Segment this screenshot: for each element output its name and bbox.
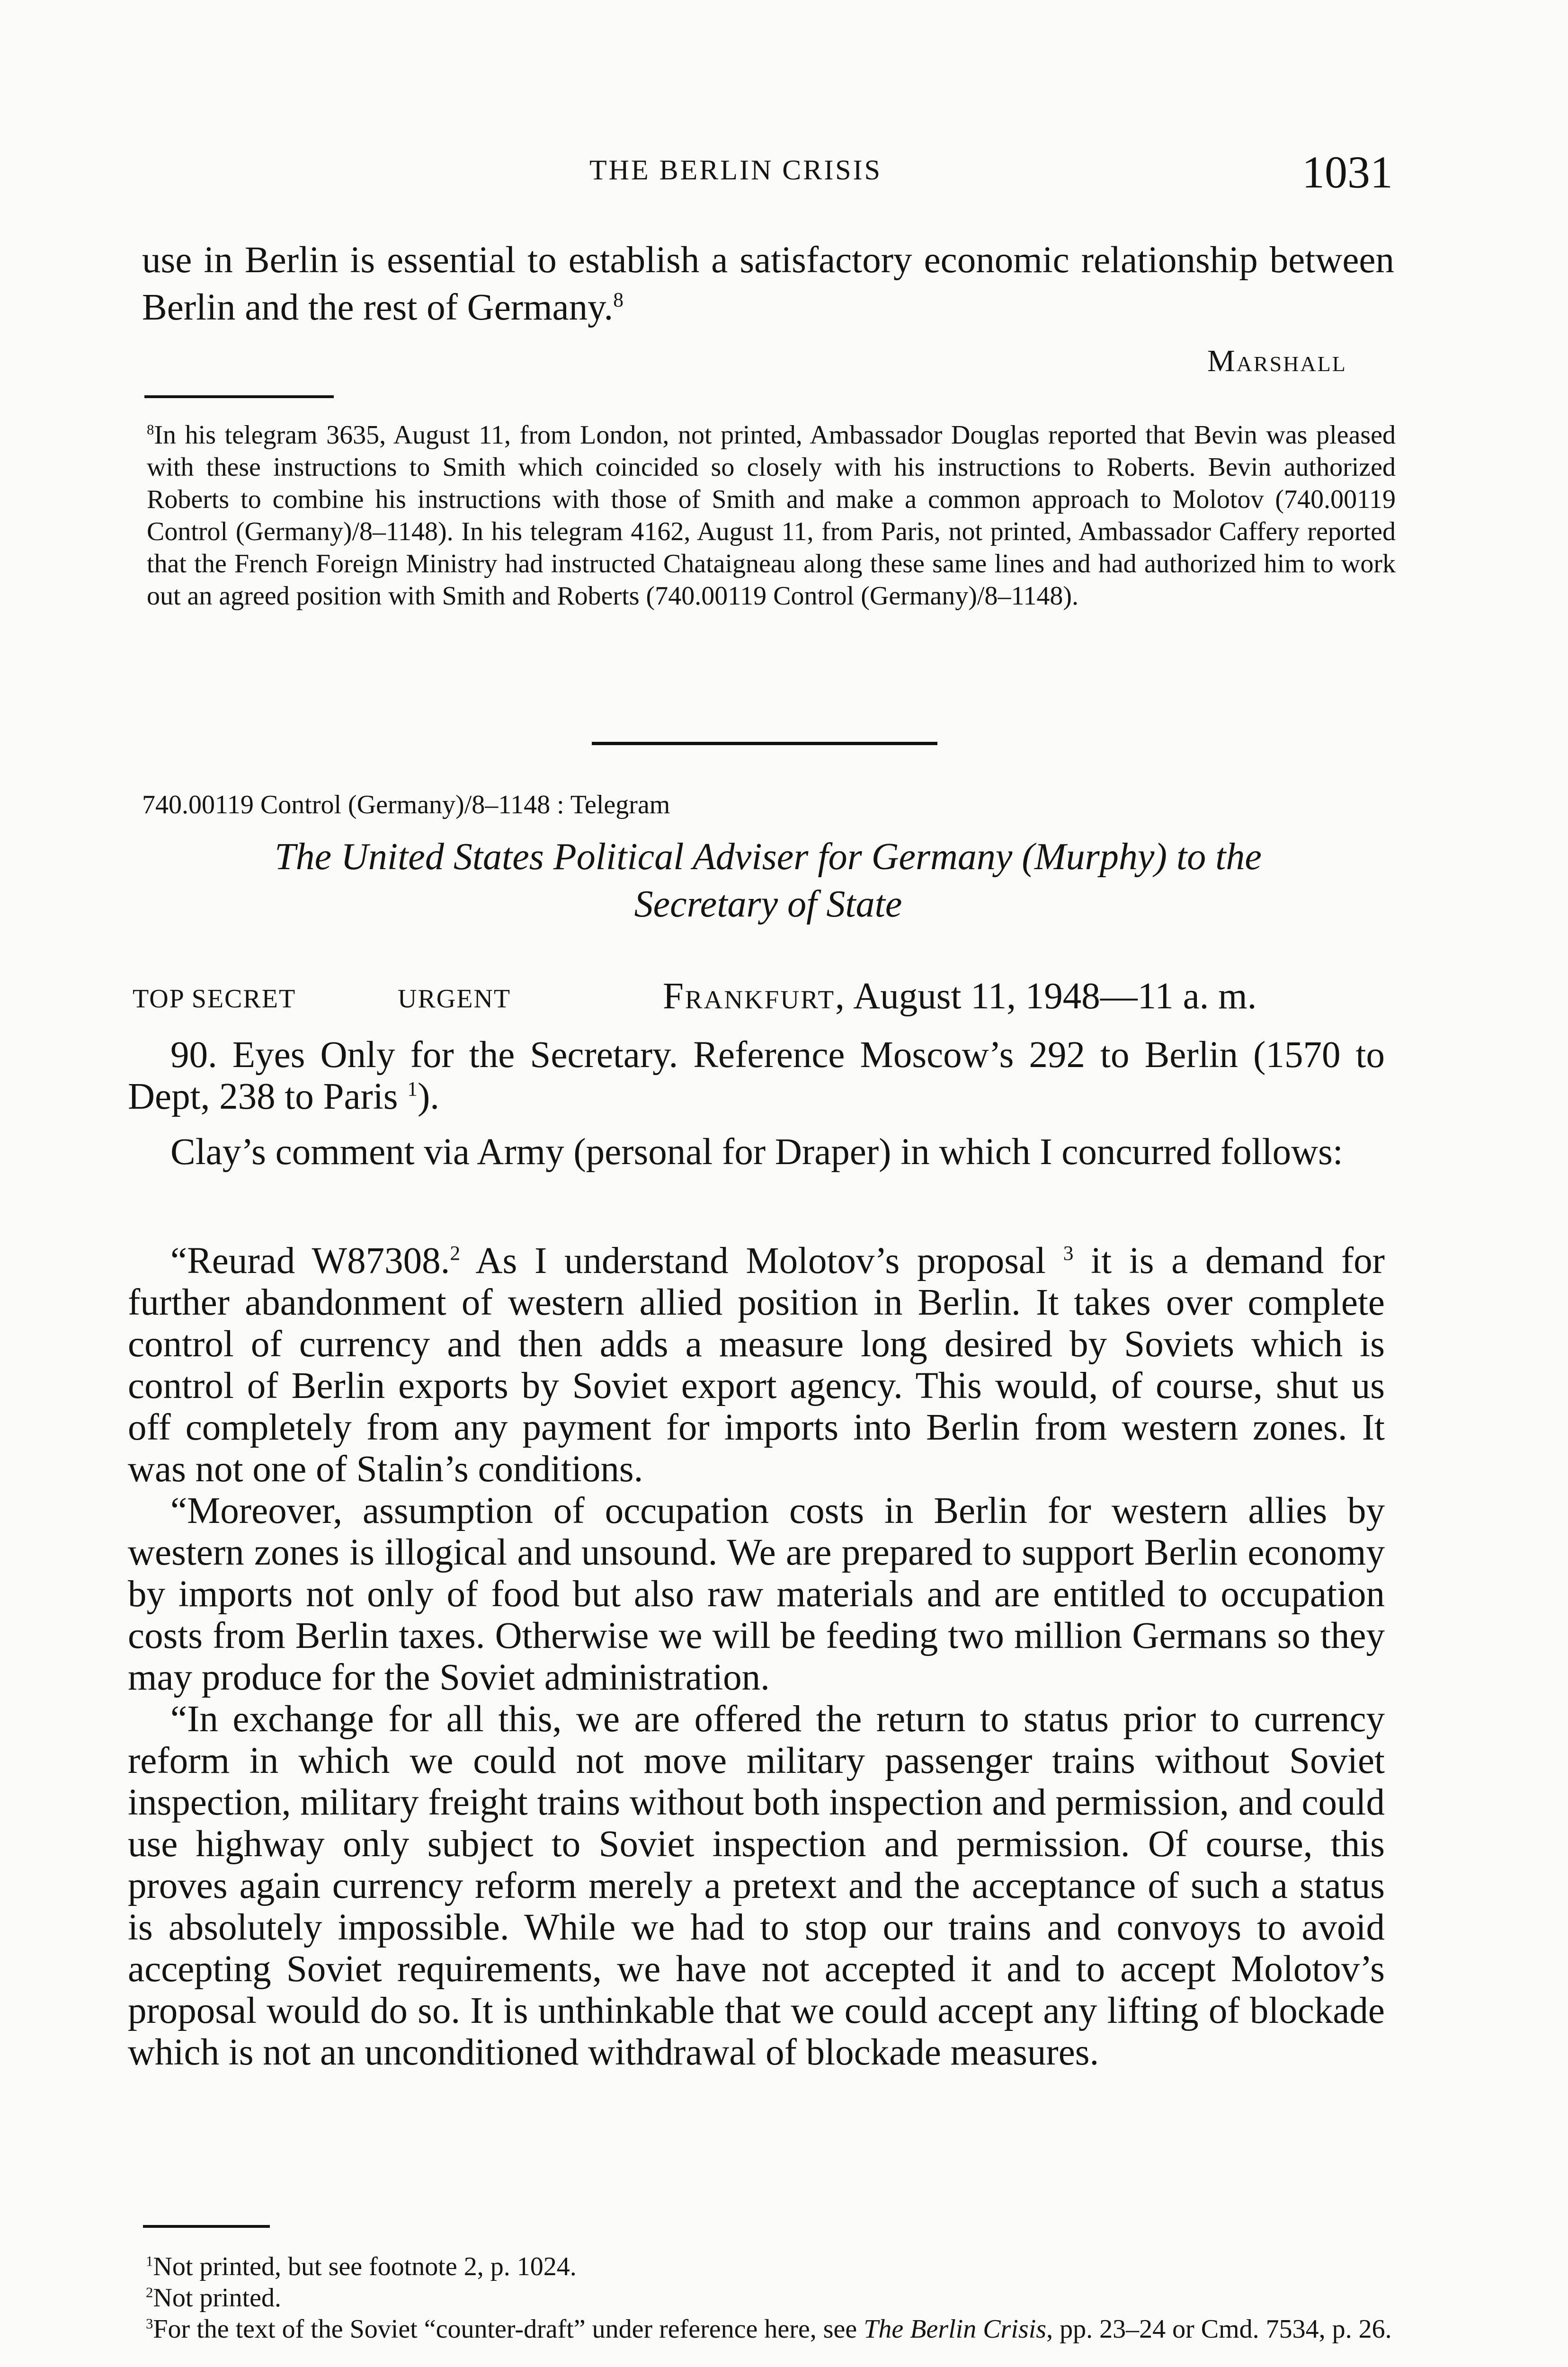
footnote-3 (123, 2314, 1397, 2345)
dateline (663, 975, 1256, 1018)
place: Frankfurt, (663, 976, 846, 1017)
date-time: August 11, 1948—11 a. m. (846, 976, 1257, 1017)
quoted-message (128, 1240, 1385, 2073)
classification-urgent: URGENT (398, 984, 511, 1014)
para1-end: ). (417, 1076, 440, 1117)
para2-text: Clay’s comment via Army (personal for Draper) in which I concurred follows: (170, 1131, 1343, 1173)
footnote-1-marker: 1 (146, 2253, 153, 2269)
footnote-ref-8: 8 (613, 288, 624, 311)
footnote-rule-bottom (143, 2225, 270, 2228)
footnote-8-text: In his telegram 3635, August 11, from London, not printed, Ambassador Douglas reported that Bevin was pleased with these instructions to Smith which coincided so closely with his instructions to Roberts. Bevin authorized Roberts to combine his instructions with those of Smith and make a common approach to Molotov (740.00119 Control (Germany)/8–1148). In his telegram 4162, August 11, from Paris, not printed, Ambassador Caffery reported that the French Foreign Ministry had instructed Chataigneau along these same lines and had authorized him to work out an agreed position with Smith and Roberts (740.00119 Control (Germany)/8–1148). (147, 420, 1396, 611)
footnote-ref-1: 1 (407, 1077, 418, 1101)
page-number: 1031 (1302, 147, 1393, 197)
footnote-8-marker: 8 (147, 421, 154, 438)
footnote-2-marker: 2 (146, 2284, 153, 2301)
footnote-1-text: Not printed, but see footnote 2, p. 1024. (153, 2252, 577, 2281)
document-title (137, 833, 1399, 928)
quote-paragraph-1 (128, 1240, 1385, 1490)
paragraph-clay-comment (128, 1131, 1385, 1173)
quote1-middle: As I understand Molotov’s proposal (460, 1240, 1063, 1281)
footnote-3-source-title: The Berlin Crisis (864, 2314, 1047, 2344)
quote1-rest: it is a demand for further abandonment of western allied position in Berlin. It takes over complete control of currency and then adds a measure long desired by Soviets which is control of Berlin exports by Soviet export agency. This would, of course, shut us off completely from any payment for imports into Berlin from western zones. It was not one of Stalin’s conditions. (128, 1240, 1385, 1490)
continuation-paragraph (142, 237, 1394, 331)
footnote-2 (123, 2282, 1397, 2314)
footnote-2-text: Not printed. (153, 2283, 282, 2313)
signature: Marshall (1207, 344, 1347, 378)
footnote-ref-3: 3 (1063, 1242, 1074, 1265)
section-separator (592, 742, 937, 745)
quote-paragraph-3: “In exchange for all this, we are offered the return to status prior to currency reform in which we could not move military passenger trains without Soviet inspection, military freight trains without both inspection and permission, and could use highway only subject to Soviet inspection and permission. Of course, this proves again currency reform merely a pretext and the acceptance of such a status is absolutely impossible. While we had to stop our trains and convoys to avoid accepting Soviet requirements, we have not accepted it and to accept Molotov’s proposal would do so. It is unthinkable that we could accept any lifting of blockade which is not an unconditioned withdrawal of blockade measures. (128, 1699, 1385, 2073)
footnote-1 (123, 2251, 1397, 2282)
footnote-3-text: For the text of the Soviet “counter-draft” under reference here, see (153, 2314, 864, 2344)
file-reference: 740.00119 Control (Germany)/8–1148 : Telegram (142, 790, 670, 819)
para1-text: 90. Eyes Only for the Secretary. Reference Moscow’s 292 to Berlin (1570 to Dept, 238 to Paris (128, 1034, 1385, 1117)
footnote-3-rest: , pp. 23–24 or Cmd. 7534, p. 26. (1046, 2314, 1392, 2344)
footnote-3-marker: 3 (146, 2315, 153, 2332)
footnotes-bottom (123, 2251, 1397, 2345)
quote-paragraph-2: “Moreover, assumption of occupation costs in Berlin for western allies by western zones is illogical and unsound. We are prepared to support Berlin economy by imports not only of food but also raw materials and are entitled to occupation costs from Berlin taxes. Otherwise we will be feeding two million Germans so they may produce for the Soviet administration. (128, 1490, 1385, 1698)
continuation-text: use in Berlin is essential to establish a satisfactory economic relationship between Berlin and the rest of Germany. (142, 240, 1394, 328)
document-title-line-1: The United States Political Adviser for Germany (Murphy) to the (275, 836, 1262, 878)
footnote-ref-2: 2 (450, 1242, 461, 1265)
footnote-8 (147, 419, 1396, 612)
running-title: THE BERLIN CRISIS (589, 154, 882, 186)
footnote-rule-top (144, 395, 334, 398)
document-title-line-2: Secretary of State (634, 883, 902, 925)
quote1-start: “Reurad W87308. (170, 1240, 450, 1281)
paragraph-reference (128, 1034, 1385, 1118)
classification-top-secret: TOP SECRET (133, 984, 296, 1014)
